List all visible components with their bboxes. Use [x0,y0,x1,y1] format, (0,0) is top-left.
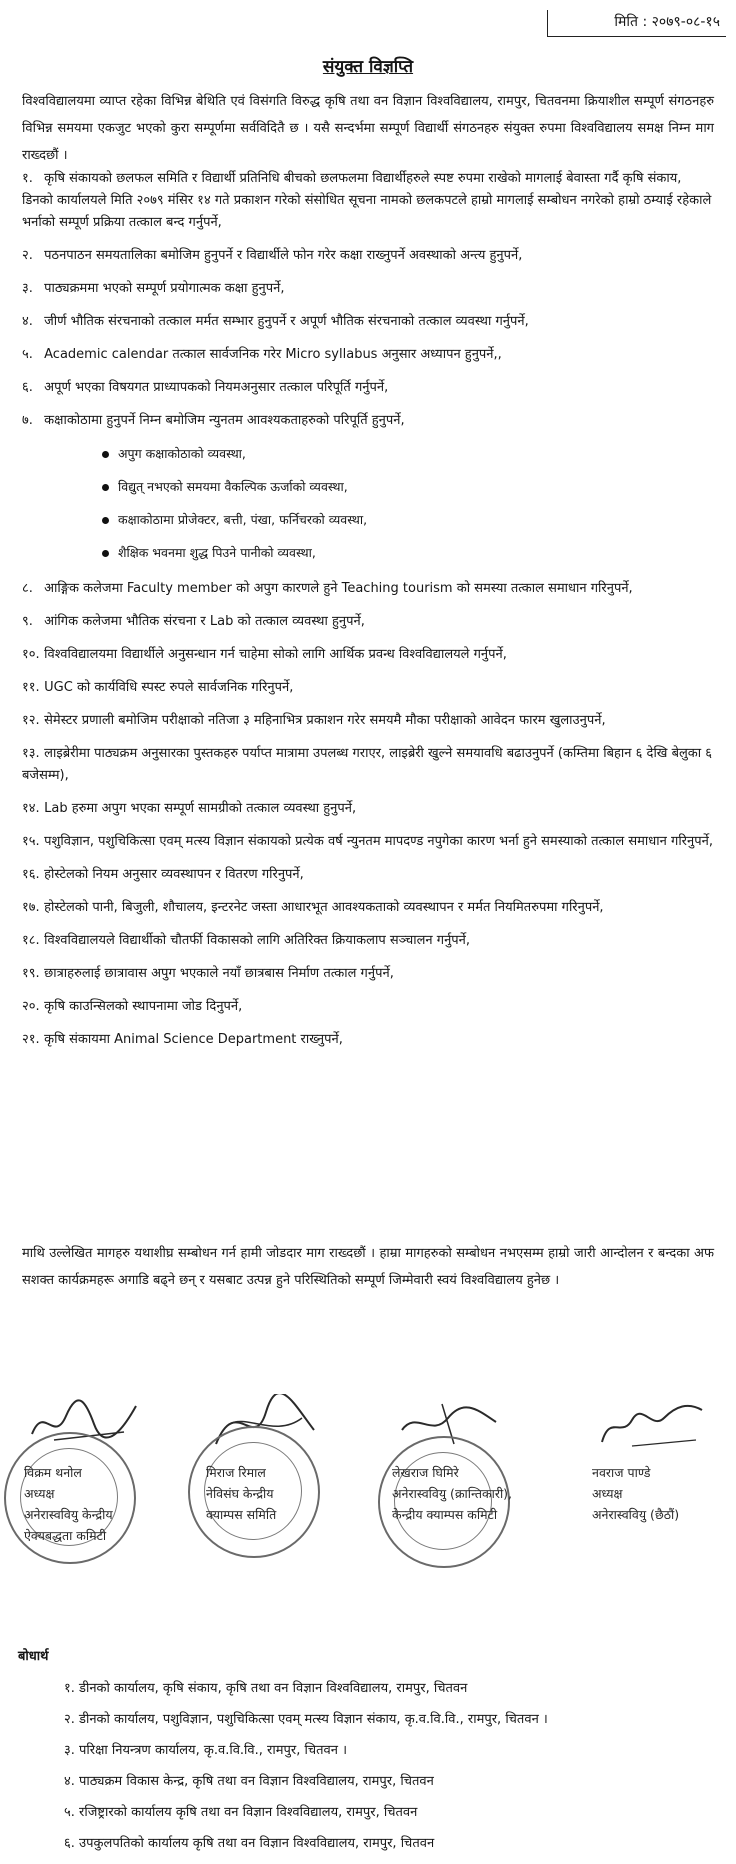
demand-item [22,743,716,787]
demand-text: सेमेस्टर प्रणाली बमोजिम परीक्षाको नतिजा ३ महिनाभित्र प्रकाशन गरेर समयमै मौका परीक्षाको आवेदन फारम खुलाउनुपर्ने, [44,713,606,728]
bullet-item: कक्षाकोठामा प्रोजेक्टर, बत्ती, पंखा, फर्निचरको व्यवस्था, [118,509,716,531]
demand-text: अपूर्ण भएका विषयगत प्राध्यापकको नियमअनुसार तत्काल परिपूर्ति गर्नुपर्ने, [44,380,389,395]
demand-text: पठनपाठन समयतालिका बमोजिम हुनुपर्ने र विद्यार्थीले फोन गरेर कक्षा राख्नुपर्ने अवस्थाको अन्त्य हुनुपर्ने, [44,248,523,263]
demand-number: १५. [22,834,40,849]
demand-text: कृषि संकायको छलफल समिति र विद्यार्थी प्रतिनिधि बीचको छलफलमा विद्यार्थीहरुले स्पष्ट रुपमा राखेको मागलाई बेवास्ता गर्दै कृषि संकाय, डिनको कार्यालयले मिति २०७९ मंसिर १४ गते प्रकाशन गरेको संसोधित सूचना नामको छलकपटले हाम्रो मागलाई सम्बोधन नगरेको हाम्रो ठम्याई रहेकाले भर्नाको सम्पूर्ण प्रक्रिया तत्काल बन्द गर्नुपर्ने, [22,171,712,230]
demand-number: १८. [22,933,40,948]
bodhartha-item: १. डीनको कार्यालय, कृषि संकाय, कृषि तथा वन विज्ञान विश्वविद्यालय, रामपुर, चितवन [64,1681,468,1696]
demand-number: १९. [22,966,40,981]
demand-text: लाइब्रेरीमा पाठ्यक्रम अनुसारका पुस्तकहरु पर्याप्त मात्रामा उपलब्ध गराएर, लाइब्रेरी खुल्ने समयावधि बढाउनुपर्ने (कम्तिमा बिहान ६ देखि बेलुका ६ बजेसम्म), [22,746,713,783]
signatory-org: ऐक्यबद्धता कमिटी [24,1528,107,1543]
demand-text: कृषि संकायमा Animal Science Department राख्नुपर्ने, [44,1032,343,1047]
demand-text: कक्षाकोठामा हुनुपर्ने निम्न बमोजिम न्युनतम आवश्यकताहरुको परिपूर्ति हुनुपर्ने, [44,413,405,428]
signatory-1 [8,1380,158,1610]
demand-text: Lab हरुमा अपुग भएका सम्पूर्ण सामग्रीको तत्काल व्यवस्था हुनुपर्ने, [44,801,357,816]
bodhartha-list [64,1678,714,1864]
bullet-item: अपुग कक्षाकोठाको व्यवस्था, [118,443,716,465]
demand-item [22,410,716,432]
demand-item [22,578,716,600]
date-line: मिति : २०७९-०८-१५ [547,10,726,37]
signatory-name: नवराज पाण्डे [592,1465,651,1480]
demand-number: १३. [22,746,40,761]
signatory-org: अनेरास्ववियु (छैठौं) [592,1507,680,1522]
demand-text: आंगिक कलेजमा भौतिक संरचना र Lab को तत्काल व्यवस्था हुनुपर्ने, [44,614,365,629]
signature-block [0,1380,736,1620]
demand-text: जीर्ण भौतिक संरचनाको तत्काल मर्मत सम्भार हुनुपर्ने र अपूर्ण भौतिक संरचनाको तत्काल व्यवस्था गर्नुपर्ने, [44,314,529,329]
signatory-name: लेखराज घिमिरे [392,1465,459,1480]
bodhartha-item: ४. पाठ्यक्रम विकास केन्द्र, कृषि तथा वन विज्ञान विश्वविद्यालय, रामपुर, चितवन [64,1774,434,1789]
bodhartha-title: बोधार्थ [18,1649,49,1664]
demand-item [22,245,716,267]
demand-number: १४. [22,801,40,816]
demand-item [22,168,716,234]
demand-number: १२. [22,713,40,728]
classroom-needs-list [22,443,716,564]
intro-paragraph: विश्वविद्यालयमा व्याप्त रहेका विभिन्न बेथिति एवं विसंगति विरुद्ध कृषि तथा वन विज्ञान विश्वविद्यालय, रामपुर, चितवनमा क्रियाशील सम्पूर्ण संगठनहरु विभिन्न समयमा एकजुट भएको कुरा सम्पूर्णमा सर्वविदितै छ । यसै सन्दर्भमा सम्पूर्ण विद्यार्थी संगठनहरु संयुक्त रुपमा विश्वविद्यालय समक्ष निम्न माग राख्दछौं । [22,94,714,163]
demand-number: ५. [22,347,33,362]
demand-text: आङ्गिक कलेजमा Faculty member को अपुग कारणले हुने Teaching tourism को समस्या तत्काल समाधान गरिनुपर्ने, [44,581,633,596]
signatory-name: विक्रम थनोल [24,1465,82,1480]
demand-number: १६. [22,867,40,882]
bodhartha-item: ३. परिक्षा नियन्त्रण कार्यालय, कृ.व.वि.वि., रामपुर, चितवन । [64,1743,347,1758]
demand-text: छात्राहरुलाई छात्रावास अपुग भएकाले नयाँ छात्रबास निर्माण तत्काल गर्नुपर्ने, [44,966,394,981]
demand-number: २१. [22,1032,40,1047]
demand-item [22,311,716,333]
demand-number: ८. [22,581,33,596]
demand-item [22,1029,716,1051]
demand-item [22,930,716,952]
demand-item [22,344,716,366]
demand-text: पाठ्यक्रममा भएको सम्पूर्ण प्रयोगात्मक कक्षा हुनुपर्ने, [44,281,285,296]
demand-item [22,710,716,732]
demand-number: ६. [22,380,33,395]
signatory-role: अध्यक्ष [592,1486,623,1501]
demand-number: २. [22,248,33,263]
bodhartha-item: २. डीनको कार्यालय, पशुविज्ञान, पशुचिकित्सा एवम् मत्स्य विज्ञान संकाय, कृ.व.वि.वि., रामपुर, चितवन । [64,1712,548,1727]
demand-item [22,377,716,399]
demand-item [22,864,716,886]
bodhartha-item: ६. उपकुलपतिको कार्यालय कृषि तथा वन विज्ञान विश्वविद्यालय, रामपुर, चितवन [64,1836,435,1851]
handwritten-signature-icon [592,1394,712,1454]
demand-number: ११. [22,680,40,695]
signatory-4 [576,1380,726,1610]
demand-item [22,897,716,919]
signatory-org: अनेरास्ववियु (क्रान्तिकारी), [392,1486,513,1501]
demand-item [22,963,716,985]
demand-number: १७. [22,900,40,915]
demand-number: ७. [22,413,33,428]
demand-list [22,168,716,1062]
demand-number: १०. [22,647,40,662]
demand-item [22,677,716,699]
demand-text: Academic calendar तत्काल सार्वजनिक गरेर Micro syllabus अनुसार अध्यापन हुनुपर्ने,, [44,347,502,362]
bullet-item: विद्युत् नभएको समयमा वैकल्पिक ऊर्जाको व्यवस्था, [118,476,716,498]
signatory-2 [190,1380,340,1610]
signatory-org: अनेरास्ववियु केन्द्रीय [24,1507,113,1522]
demand-number: ९. [22,614,33,629]
demand-text: कृषि काउन्सिलको स्थापनामा जोड दिनुपर्ने, [44,999,243,1014]
demand-item [22,996,716,1018]
signatory-org: केन्द्रीय क्याम्पस कमिटी [392,1507,498,1522]
demand-item [22,798,716,820]
demand-number: ४. [22,314,33,329]
demand-text: होस्टेलको नियम अनुसार व्यवस्थापन र वितरण गरिनुपर्ने, [44,867,304,882]
demand-item [22,278,716,300]
demand-item [22,611,716,633]
closing-paragraph: माथि उल्लेखित मागहरु यथाशीघ्र सम्बोधन गर्न हामी जोडदार माग राख्दछौं । हाम्रा मागहरुको सम्बोधन नभएसम्म हाम्रो जारी आन्दोलन र बन्दका अफ सशक्त कार्यक्रमहरू अगाडि बढ्ने छन् र यसबाट उत्पन्न हुने परिस्थितिको सम्पूर्ण जिम्मेवारी स्वयं विश्वविद्यालय हुनेछ । [22,1246,714,1288]
demand-text: पशुविज्ञान, पशुचिकित्सा एवम् मत्स्य विज्ञान संकायको प्रत्येक वर्ष न्युनतम मापदण्ड नपुगेका कारण भर्ना हुने समस्याको तत्काल समाधान गरिनुपर्ने, [44,834,713,849]
signatory-org: नेविसंघ केन्द्रीय [206,1486,274,1501]
document-title: संयुक्त विज्ञप्ति [322,57,414,77]
signatory-role: अध्यक्ष [24,1486,55,1501]
signatory-name: मिराज रिमाल [206,1465,266,1480]
demand-number: २०. [22,999,40,1014]
signatory-org: क्याम्पस समिति [206,1507,277,1522]
demand-number: ३. [22,281,33,296]
demand-text: विश्वविद्यालयमा विद्यार्थीले अनुसन्धान गर्न चाहेमा सोको लागि आर्थिक प्रवन्ध विश्वविद्यालयले गर्नुपर्ने, [44,647,507,662]
bullet-item: शैक्षिक भवनमा शुद्ध पिउने पानीको व्यवस्था, [118,542,716,564]
demand-number: १. [22,171,33,186]
demand-text: UGC को कार्यविधि स्पस्ट रुपले सार्वजनिक गरिनुपर्ने, [44,680,294,695]
demand-item [22,644,716,666]
demand-text: विश्वविद्यालयले विद्यार्थीको चौतर्फी विकासको लागि अतिरिक्त क्रियाकलाप सञ्चालन गर्नुपर्ने, [44,933,471,948]
demand-text: होस्टेलको पानी, बिजुली, शौचालय, इन्टरनेट जस्ता आधारभूत आवश्यकताको व्यवस्थापन र मर्मत नियमितरुपमा गरिनुपर्ने, [44,900,604,915]
signatory-3 [376,1380,526,1610]
bodhartha-item: ५. रजिष्ट्रारको कार्यालय कृषि तथा वन विज्ञान विश्वविद्यालय, रामपुर, चितवन [64,1805,418,1820]
demand-item [22,831,716,853]
